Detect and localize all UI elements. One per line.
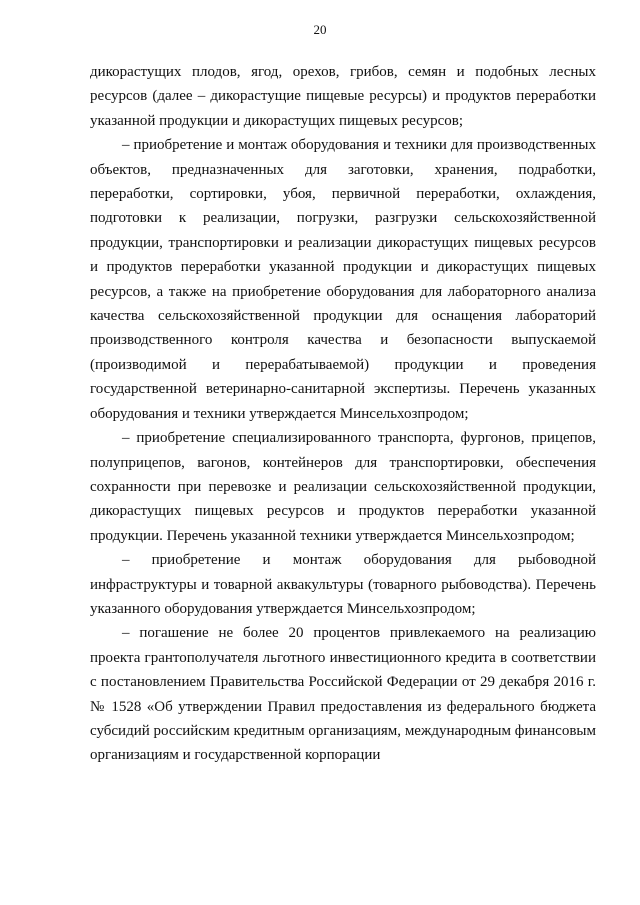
paragraph-continuation: дикорастущих плодов, ягод, орехов, грибов, семян и подобных лесных ресурсов (далее – дикорастущие пищевые ресурсы) и продуктов переработки указанной продукции и дикорастущих пищевых ресурсов; <box>90 64 596 129</box>
paragraph-equipment: – приобретение и монтаж оборудования и техники для производственных объектов, предназначенных для заготовки, хранения, подработки, переработки, сортировки, убоя, первичной переработки, охлаждения, подготовки к реализации, погрузки, разгрузки сельскохозяйственной продукции, транспортировки и реализации дикорастущих пищевых ресурсов и продуктов переработки указанной продукции и дикорастущих пищевых ресурсов, а также на приобретение оборудования для лабораторного анализа качества сельскохозяйственной продукции для оснащения лабораторий производственного контроля качества и безопасности выпускаемой (производимой и перерабатываемой) продукции и проведения государственной ветеринарно-санитарной экспертизы. Перечень указанных оборудования и техники утверждается Минсельхозпродом; <box>90 137 596 422</box>
paragraph-fish-farming: – приобретение и монтаж оборудования для рыбоводной инфраструктуры и товарной аквакультуры (товарного рыбоводства). Перечень указанного оборудования утверждается Минсельхозпродом; <box>90 552 596 617</box>
paragraph-credit: – погашение не более 20 процентов привлекаемого на реализацию проекта грантополучателя льготного инвестиционного кредита в соответствии с постановлением Правительства Российской Федерации от 29 декабря 2016 г. № 1528 «Об утверждении Правил предоставления из федерального бюджета субсидий российским кредитным организациям, международным финансовым организациям и государственной корпорации <box>90 625 596 764</box>
paragraph-transport: – приобретение специализированного транспорта, фургонов, прицепов, полуприцепов, вагонов, контейнеров для транспортировки, обеспечения сохранности при перевозке и реализации сельскохозяйственной продукции, дикорастущих пищевых ресурсов и продуктов переработки указанной продукции. Перечень указанной техники утверждается Минсельхозпродом; <box>90 430 596 544</box>
document-body <box>90 60 596 768</box>
page-number: 20 <box>313 22 327 37</box>
